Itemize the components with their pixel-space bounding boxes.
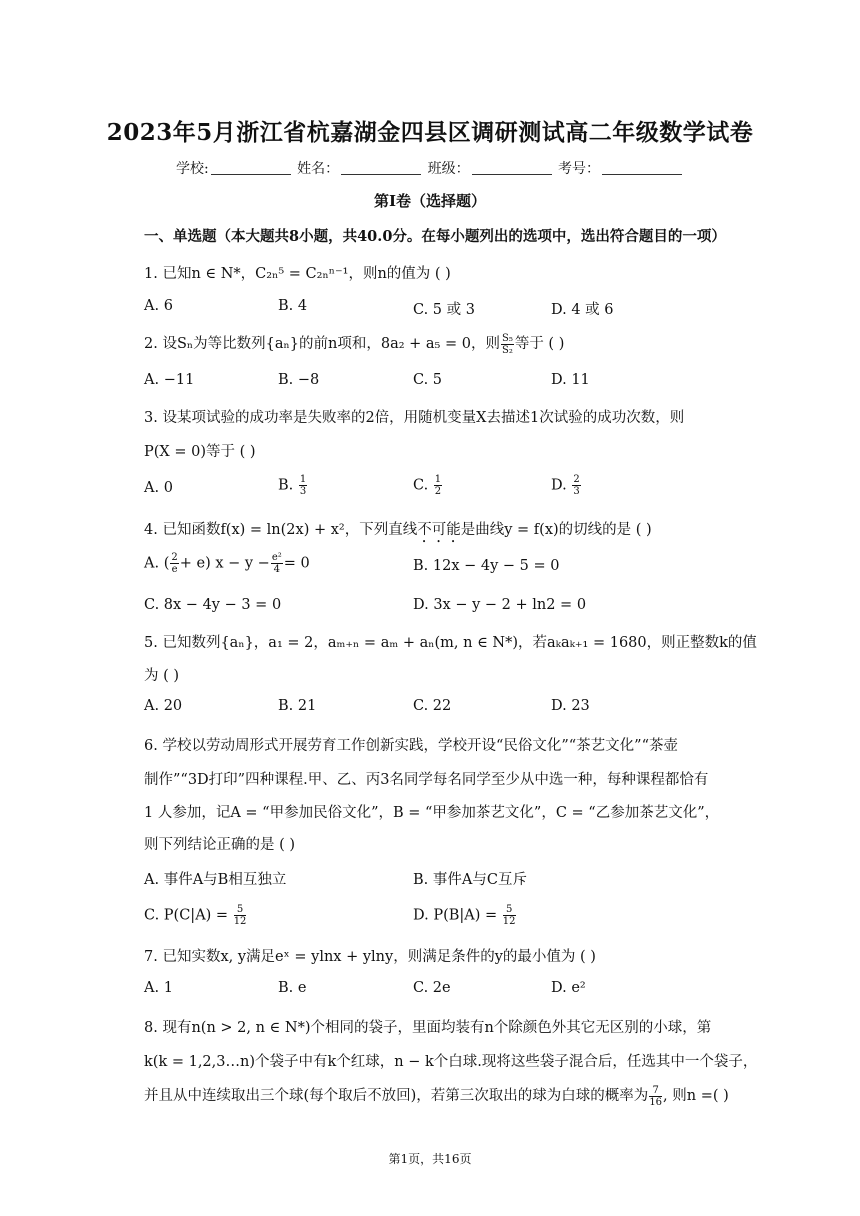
q1-option-b: B. 4 bbox=[278, 298, 308, 314]
q2-option-c: C. 5 bbox=[413, 372, 443, 388]
q2-frac-den: S₂ bbox=[501, 344, 513, 356]
id-label: 考号： bbox=[558, 161, 601, 177]
class-label: 班级： bbox=[427, 161, 470, 177]
page-footer: 第1页，共16页 bbox=[388, 1152, 472, 1166]
q5-option-c: C. 22 bbox=[413, 698, 452, 714]
q5-option-a: A. 20 bbox=[144, 698, 183, 714]
question-6-line-2: 制作”“3D打印”四种课程.甲、乙、丙3名同学每名同学至少从中选一种，每种课程都恰有 bbox=[144, 772, 709, 788]
student-info-line bbox=[0, 158, 860, 178]
q2-text-post: 等于 ( ) bbox=[514, 336, 565, 352]
q2-option-a: A. −11 bbox=[144, 372, 195, 388]
q3-option-d: D. $\frac{2}{3}$ bbox=[551, 474, 580, 497]
q2-text-pre: 2. 设Sₙ为等比数列{aₙ}的前n项和，8a₂ + a₅ = 0，则 bbox=[144, 336, 500, 352]
question-3-line-2: P(X = 0)等于 ( ) bbox=[144, 444, 256, 460]
q4-option-a: A. ( $\frac{2}{e}$ + e) x − y − $\frac{\text{e²}}{4}$ = 0 bbox=[144, 552, 310, 575]
q2-fraction bbox=[501, 333, 514, 356]
school-label: 学校: bbox=[175, 161, 209, 177]
id-blank[interactable] bbox=[602, 162, 682, 175]
q7-option-d: D. e² bbox=[551, 980, 586, 996]
name-blank[interactable] bbox=[341, 162, 421, 175]
q6-option-a: A. 事件A与B相互独立 bbox=[144, 872, 287, 888]
q2-option-b: B. −8 bbox=[278, 372, 320, 388]
q5-option-d: D. 23 bbox=[551, 698, 590, 714]
question-8-line-2: k(k = 1,2,3…n)个袋子中有k个红球，n − k个白球.现将这些袋子混合后，任选其中一个袋子， bbox=[144, 1054, 758, 1070]
q6-option-d: D. P(B|A) = $\frac{5}{12}$ bbox=[413, 904, 516, 927]
q5-option-b: B. 21 bbox=[278, 698, 317, 714]
q2-option-d: D. 11 bbox=[551, 372, 590, 388]
q7-option-c: C. 2e bbox=[413, 980, 451, 996]
exam-title: 2023年5月浙江省杭嘉湖金四县区调研测试高二年级数学试卷 bbox=[106, 119, 754, 146]
q7-option-a: A. 1 bbox=[144, 980, 173, 996]
question-1: 1. 已知n ∈ N*，C₂ₙ⁵ = C₂ₙⁿ⁻¹，则n的值为 ( ) bbox=[144, 266, 451, 282]
q7-option-b: B. e bbox=[278, 980, 307, 996]
school-blank[interactable] bbox=[211, 162, 291, 175]
question-3-line-1: 3. 设某项试验的成功率是失败率的2倍，用随机变量X去描述1次试验的成功次数，则 bbox=[144, 410, 685, 426]
q6-option-c: C. P(C|A) = $\frac{5}{12}$ bbox=[144, 904, 247, 927]
q3-option-a: A. 0 bbox=[144, 480, 173, 496]
q3-option-c: C. $\frac{1}{2}$ bbox=[413, 474, 442, 497]
section-heading: 一、单选题（本大题共8小题，共40.0分。在每小题列出的选项中，选出符合题目的一项） bbox=[144, 228, 726, 245]
q2-frac-num: S₅ bbox=[501, 332, 513, 344]
q4-emphasis: 不可能 bbox=[417, 522, 461, 538]
question-5-line-2: 为 ( ) bbox=[144, 668, 180, 684]
q4-option-c: C. 8x − 4y − 3 = 0 bbox=[144, 597, 282, 613]
class-blank[interactable] bbox=[472, 162, 552, 175]
question-6-line-3: 1 人参加，记A = “甲参加民俗文化”，B = “甲参加茶艺文化”，C = “乙参加茶艺文化”， bbox=[144, 805, 720, 821]
q6-option-b: B. 事件A与C互斥 bbox=[413, 872, 527, 888]
question-8-line-1: 8. 现有n(n > 2, n ∈ N*)个相同的袋子，里面均装有n个除颜色外其它无区别的小球，第 bbox=[144, 1020, 712, 1036]
q1-option-d: D. 4 或 6 bbox=[551, 302, 614, 318]
q1-option-c: C. 5 或 3 bbox=[413, 302, 475, 318]
q4-option-d: D. 3x − y − 2 + ln2 = 0 bbox=[413, 597, 587, 613]
q4-option-b: B. 12x − 4y − 5 = 0 bbox=[413, 558, 560, 574]
question-2 bbox=[144, 332, 564, 356]
question-4: 4. 已知函数f(x) = ln(2x) + x²，下列直线不可能是曲线y = f(x)的切线的是 ( ) bbox=[144, 522, 652, 538]
question-5-line-1: 5. 已知数列{aₙ}，a₁ = 2，aₘ₊ₙ = aₘ + aₙ(m, n ∈ N*)，若aₖaₖ₊₁ = 1680，则正整数k的值 bbox=[144, 635, 757, 651]
q1-option-a: A. 6 bbox=[144, 298, 173, 314]
q3-option-b: B. $\frac{1}{3}$ bbox=[278, 474, 307, 497]
volume-heading: 第I卷（选择题） bbox=[373, 192, 487, 210]
question-8-line-3: 并且从中连续取出三个球(每个取后不放回)，若第三次取出的球为白球的概率为 $\frac{7}{16}$ , 则n =( ) bbox=[144, 1084, 729, 1108]
question-6-line-4: 则下列结论正确的是 ( ) bbox=[144, 837, 296, 853]
name-label: 姓名： bbox=[297, 161, 340, 177]
question-6-line-1: 6. 学校以劳动周形式开展劳育工作创新实践，学校开设“民俗文化”“茶艺文化”“茶壶 bbox=[144, 738, 679, 754]
question-7: 7. 已知实数x, y满足eˣ = ylnx + ylny，则满足条件的y的最小值为 ( ) bbox=[144, 949, 596, 965]
